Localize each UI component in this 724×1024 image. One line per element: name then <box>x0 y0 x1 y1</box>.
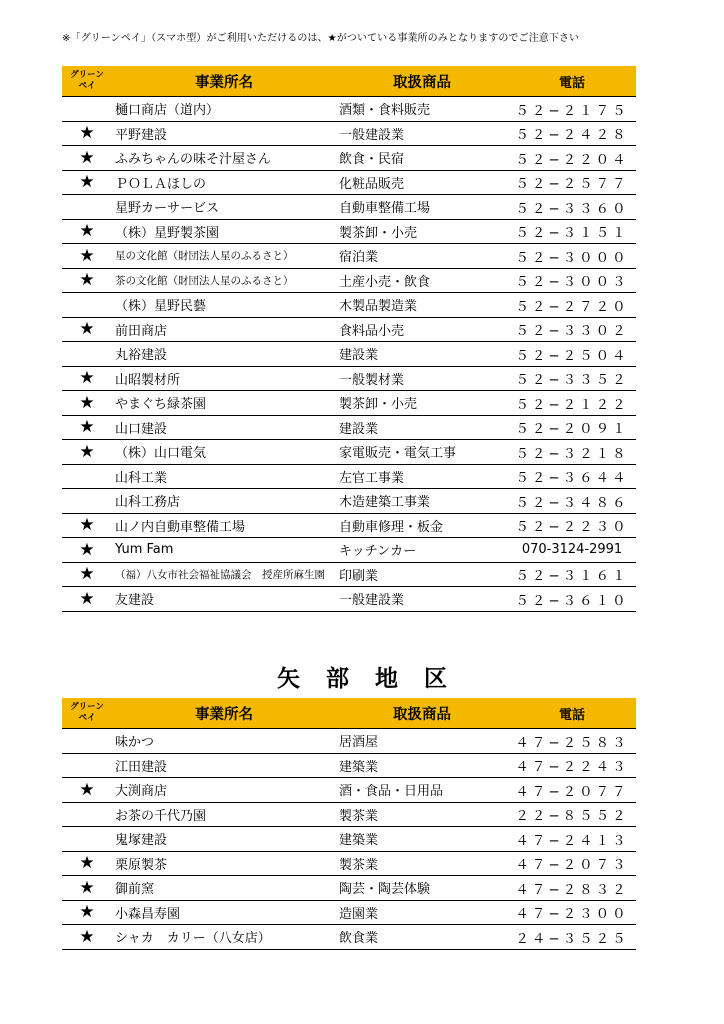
green-pay-star-icon: ★ <box>79 853 95 874</box>
phone-number: ５２−３４８６ <box>515 494 629 511</box>
phone-number: ４７−２８３２ <box>515 881 629 898</box>
green-pay-star-icon <box>62 465 112 489</box>
green-pay-star-icon: ★ <box>79 147 95 168</box>
green-pay-star-icon: ★ <box>79 245 95 266</box>
phone-number: ５２−３６１０ <box>515 592 629 609</box>
green-pay-star-icon: ★ <box>79 270 95 291</box>
product-type: 建築業 <box>339 759 379 775</box>
business-name: （株）星野民藝 <box>115 299 207 315</box>
phone-number: ５２−２０９１ <box>515 421 629 438</box>
business-name: 樋口商店（道内） <box>115 103 220 119</box>
table-row <box>62 391 636 416</box>
phone-number: ４７−２２４３ <box>515 759 629 776</box>
phone-number: ２４−３５２５ <box>515 930 629 947</box>
table-row <box>62 171 636 196</box>
green-pay-star-icon <box>62 97 112 121</box>
business-name: 鬼塚建設 <box>115 833 168 849</box>
phone-number: ４７−２４１３ <box>515 832 629 849</box>
business-table-2 <box>62 698 636 950</box>
business-name: 友建設 <box>115 593 155 609</box>
phone-number: ５２−３００３ <box>515 274 629 291</box>
table-header <box>62 698 636 729</box>
green-pay-star-icon: ★ <box>79 123 95 144</box>
table-row <box>62 754 636 779</box>
business-name: 御前窯 <box>115 882 155 898</box>
product-type: 左官工事業 <box>339 470 405 486</box>
green-pay-star-icon: ★ <box>79 588 95 609</box>
green-pay-star-icon: ★ <box>79 441 95 462</box>
green-pay-star-icon: ★ <box>79 319 95 340</box>
product-type: 木造建築工事業 <box>339 495 431 511</box>
product-type: 酒・食品・日用品 <box>339 784 444 800</box>
green-pay-star-icon <box>62 754 112 778</box>
green-pay-star-icon: ★ <box>79 368 95 389</box>
business-name: Yum Fam <box>115 542 174 558</box>
table-row <box>62 293 636 318</box>
table-row <box>62 440 636 465</box>
green-pay-star-icon <box>62 293 112 317</box>
header-product: 取扱商品 <box>393 706 451 723</box>
business-name: 山口建設 <box>115 421 168 437</box>
product-type: 家電販売・電気工事 <box>339 446 457 462</box>
product-type: 化粧品販売 <box>339 176 405 192</box>
business-name: ＰＯＬＡほしの <box>115 176 207 192</box>
business-name: 大渕商店 <box>115 784 168 800</box>
product-type: 酒類・食料販売 <box>339 103 431 119</box>
table-row <box>62 122 636 147</box>
product-type: 飲食・民宿 <box>339 152 405 168</box>
green-pay-star-icon <box>62 489 112 513</box>
product-type: 自動車整備工場 <box>339 201 431 217</box>
product-type: 製茶卸・小売 <box>339 397 418 413</box>
product-type: 一般建設業 <box>339 593 405 609</box>
green-pay-star-icon <box>62 803 112 827</box>
green-pay-star-icon: ★ <box>79 539 95 560</box>
business-name: 栗原製茶 <box>115 857 168 873</box>
green-pay-star-icon: ★ <box>79 877 95 898</box>
header-phone: 電話 <box>558 707 585 723</box>
phone-number: ５２−２１７５ <box>515 102 629 119</box>
table-row <box>62 729 636 754</box>
business-name: 味かつ <box>115 735 155 751</box>
phone-number: ５２−２５７７ <box>515 176 629 193</box>
table-row <box>62 416 636 441</box>
table-row <box>62 587 636 612</box>
product-type: 食料品小売 <box>339 323 405 339</box>
green-pay-star-icon <box>62 827 112 851</box>
business-name: 平野建設 <box>115 127 168 143</box>
table-row <box>62 852 636 877</box>
product-type: 飲食業 <box>339 931 379 947</box>
business-name: 山科工務店 <box>115 495 181 511</box>
product-type: 一般建設業 <box>339 127 405 143</box>
product-type: 陶芸・陶芸体験 <box>339 882 431 898</box>
table-row <box>62 563 636 588</box>
product-type: 建設業 <box>339 421 379 437</box>
phone-number: ５２−３０００ <box>515 249 629 266</box>
business-name: （福）八女市社会福祉協議会 授産所麻生園 <box>115 568 325 581</box>
business-name: 丸裕建設 <box>115 348 168 364</box>
table-body <box>62 97 636 612</box>
green-pay-star-icon <box>62 195 112 219</box>
phone-number: ５２−３３６０ <box>515 200 629 217</box>
product-type: 建築業 <box>339 833 379 849</box>
phone-number: ５２−２４２８ <box>515 127 629 144</box>
product-type: 製茶業 <box>339 857 379 873</box>
green-pay-star-icon <box>62 342 112 366</box>
phone-number: ４７−２５８３ <box>515 734 629 751</box>
phone-number: ４７−２３００ <box>515 906 629 923</box>
business-name: （株）山口電気 <box>115 446 207 462</box>
phone-number: ５２−２２０４ <box>515 151 629 168</box>
table-row <box>62 146 636 171</box>
header-business-name: 事業所名 <box>195 74 253 91</box>
phone-number: ５２−３６４４ <box>515 470 629 487</box>
phone-number: ５２−２７２０ <box>515 298 629 315</box>
table-row <box>62 803 636 828</box>
phone-number: ５２−３３５２ <box>515 372 629 389</box>
table-row <box>62 244 636 269</box>
business-name: ふみちゃんの味そ汁屋さん <box>115 152 272 168</box>
table-row <box>62 318 636 343</box>
green-pay-star-icon: ★ <box>79 902 95 923</box>
phone-number: ４７−２０７３ <box>515 857 629 874</box>
business-name: 山昭製材所 <box>115 372 181 388</box>
green-pay-star-icon: ★ <box>79 417 95 438</box>
green-pay-star-icon: ★ <box>79 392 95 413</box>
header-green-pay: グリーン ペイ <box>70 702 104 723</box>
business-name: 星野カーサービス <box>115 201 220 217</box>
table-row <box>62 97 636 122</box>
table-header <box>62 66 636 97</box>
product-type: 製茶卸・小売 <box>339 225 418 241</box>
green-pay-star-icon: ★ <box>79 515 95 536</box>
phone-number: ４７−２０７７ <box>515 783 629 800</box>
product-type: 印刷業 <box>339 568 379 584</box>
green-pay-star-icon: ★ <box>79 926 95 947</box>
header-business-name: 事業所名 <box>195 706 253 723</box>
table-row <box>62 876 636 901</box>
table-row <box>62 827 636 852</box>
table-row <box>62 220 636 245</box>
product-type: 造園業 <box>339 906 379 922</box>
business-name: 小森昌寿園 <box>115 906 181 922</box>
green-pay-star-icon <box>62 729 112 753</box>
product-type: 木製品製造業 <box>339 299 418 315</box>
green-pay-star-icon: ★ <box>79 779 95 800</box>
phone-number: 070-3124-2991 <box>521 542 623 558</box>
product-type: 一般製材業 <box>339 372 405 388</box>
business-table-1 <box>62 66 636 612</box>
phone-number: ２２−８５５２ <box>515 808 629 825</box>
table-row <box>62 514 636 539</box>
green-pay-star-icon: ★ <box>79 221 95 242</box>
table-row <box>62 342 636 367</box>
product-type: 宿泊業 <box>339 250 379 266</box>
product-type: 自動車修理・板金 <box>339 519 444 535</box>
phone-number: ５２−２２３０ <box>515 519 629 536</box>
business-name: 江田建設 <box>115 759 168 775</box>
green-pay-star-icon: ★ <box>79 172 95 193</box>
business-name: 前田商店 <box>115 323 168 339</box>
product-type: キッチンカー <box>339 544 417 560</box>
header-product: 取扱商品 <box>393 74 451 91</box>
table-row <box>62 269 636 294</box>
business-name: 山科工業 <box>115 470 168 486</box>
table-row <box>62 538 636 563</box>
product-type: 建設業 <box>339 348 379 364</box>
phone-number: ５２−３２１８ <box>515 445 629 462</box>
business-name: （株）星野製茶園 <box>115 225 220 241</box>
product-type: 土産小売・飲食 <box>339 274 431 290</box>
product-type: 居酒屋 <box>339 735 379 751</box>
business-name: やまぐち緑茶園 <box>115 397 207 413</box>
business-name: シャカ カリー（八女店） <box>115 931 271 947</box>
table-row <box>62 901 636 926</box>
phone-number: ５２−２１２２ <box>515 396 629 413</box>
table-row <box>62 465 636 490</box>
green-pay-star-icon: ★ <box>79 564 95 585</box>
business-name: 星の文化館（財団法人星のふるさと） <box>115 250 294 263</box>
phone-number: ５２−２５０４ <box>515 347 629 364</box>
phone-number: ５２−３１６１ <box>515 568 629 585</box>
product-type: 製茶業 <box>339 808 379 824</box>
header-green-pay: グリーン ペイ <box>70 70 104 91</box>
business-name: 山ノ内自動車整備工場 <box>115 519 246 535</box>
business-name: 茶の文化館（財団法人星のふるさと） <box>115 274 294 287</box>
business-name: お茶の千代乃園 <box>115 808 207 824</box>
table-body <box>62 729 636 950</box>
table-row <box>62 925 636 950</box>
table-row <box>62 778 636 803</box>
table-row <box>62 367 636 392</box>
phone-number: ５２−３３０２ <box>515 323 629 340</box>
table-row <box>62 489 636 514</box>
usage-note: ※「グリーンペイ」（スマホ型）がご利用いただけるのは、★がついている事業所のみとなりますのでご注意下さい <box>62 33 580 44</box>
section-title-yabe: 矢部地区 <box>277 666 473 692</box>
header-phone: 電話 <box>558 75 585 91</box>
phone-number: ５２−３１５１ <box>515 225 629 242</box>
table-row <box>62 195 636 220</box>
